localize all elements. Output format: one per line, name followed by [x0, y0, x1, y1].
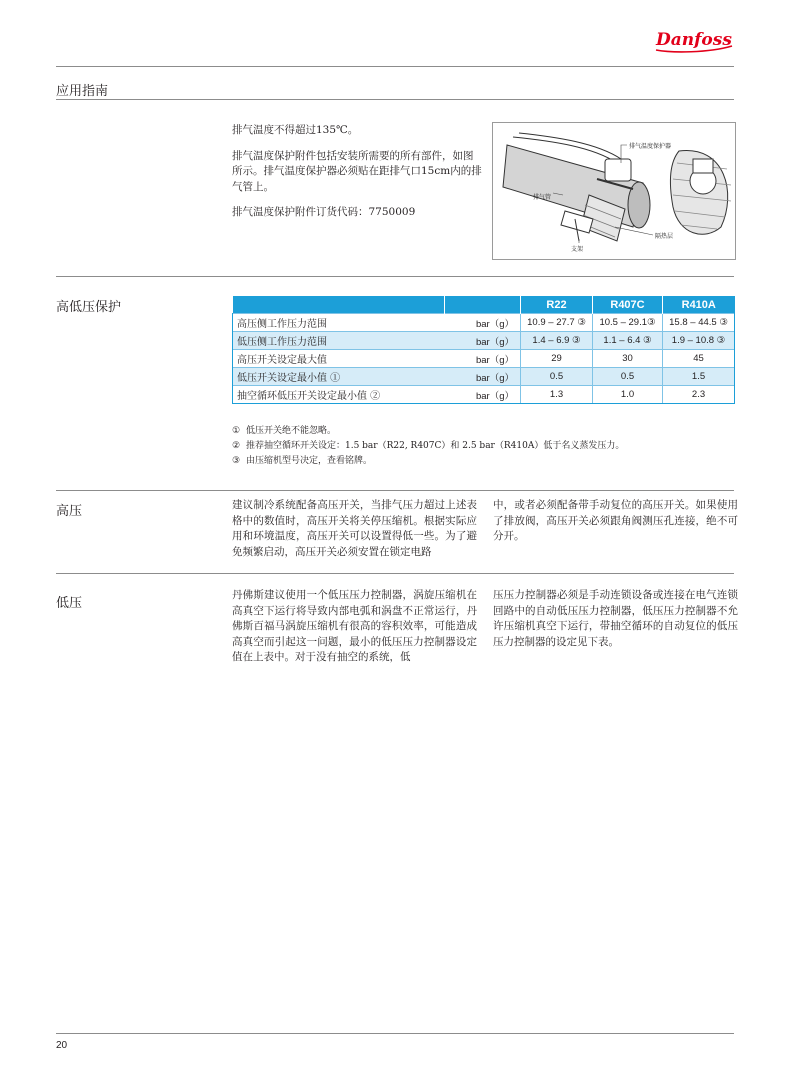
high-pressure-title: 高压: [56, 503, 83, 518]
table-row: [233, 332, 735, 350]
page-section-title: 应用指南: [56, 83, 109, 98]
section-rule: [56, 573, 734, 574]
high-pressure-text-col2: 中，或者必须配备带手动复位的高压开关。如果使用了排放阀，高压开关必须跟角阀测压孔连接，绝不可分开。: [493, 499, 738, 542]
section-rule: [56, 99, 734, 100]
table-row: [233, 350, 735, 368]
cell-value: 1.4 – 6.9 ③: [521, 332, 593, 350]
low-pressure-title: 低压: [56, 595, 83, 610]
exhaust-paragraph: 排气温度保护附件包括安装所需要的所有部件，如图所示。排气温度保护器必须贴在距排气口15cm内的排气管上。: [232, 149, 482, 193]
low-pressure-text-col1: 丹佛斯建议使用一个低压压力控制器，涡旋压缩机在高真空下运行将导致内部电弧和涡盘不正常运行，丹佛斯百福马涡旋压缩机有很高的容积效率，可能造成高真空而引起这一问题，最小的低压压力控制器设定值在上表中。对于没有抽空的系统，低: [232, 589, 477, 663]
cell-value: 0.5: [521, 368, 593, 386]
header-empty: [445, 296, 521, 314]
row-unit: bar（g）: [445, 386, 521, 404]
row-label: 高压侧工作压力范围: [233, 314, 445, 332]
label-pipe: 排气管: [533, 194, 552, 201]
row-label: 低压开关设定最小值 ①: [233, 368, 445, 386]
column-header: R407C: [593, 296, 663, 314]
footnote-text: 推荐抽空循环开关设定：1.5 bar（R22, R407C）和 2.5 bar（R410A）低于名义蒸发压力。: [246, 441, 625, 451]
brand-name: Danfoss: [656, 30, 732, 50]
table-row: [233, 314, 735, 332]
column-header: R410A: [663, 296, 735, 314]
table-footnotes: [232, 424, 624, 469]
cell-value: 2.3: [663, 386, 735, 404]
cell-value: 1.3: [521, 386, 593, 404]
cell-value: 10.5 – 29.1③: [593, 314, 663, 332]
footnote-text: 低压开关绝不能忽略。: [246, 426, 337, 436]
label-insulation: 隔热层: [655, 233, 674, 240]
footnote-mark: ③: [232, 456, 241, 466]
label-protector: 排气温度保护器: [629, 143, 672, 150]
footnote-text: 由压缩机型号决定，查看铭牌。: [246, 456, 373, 466]
cell-value: 1.5: [663, 368, 735, 386]
danfoss-logo: [652, 26, 736, 54]
cell-value: 0.5: [593, 368, 663, 386]
exhaust-text: [232, 123, 482, 231]
footnote: [232, 454, 624, 469]
row-unit: bar（g）: [445, 314, 521, 332]
column-header: R22: [521, 296, 593, 314]
cell-value: 10.9 – 27.7 ③: [521, 314, 593, 332]
footer-rule: [56, 1033, 734, 1034]
footnote-mark: ②: [232, 441, 241, 451]
hl-protection-title: 高低压保护: [56, 299, 122, 314]
exhaust-paragraph: 排气温度保护附件订货代码：7750009: [232, 206, 416, 218]
table-header-row: [233, 296, 735, 314]
row-unit: bar（g）: [445, 368, 521, 386]
section-rule: [56, 490, 734, 491]
cell-value: 1.1 – 6.4 ③: [593, 332, 663, 350]
row-unit: bar（g）: [445, 350, 521, 368]
header-empty: [233, 296, 445, 314]
section-rule: [56, 276, 734, 277]
row-label: 低压侧工作压力范围: [233, 332, 445, 350]
row-label: 抽空循环低压开关设定最小值 ②: [233, 386, 445, 404]
cell-value: 45: [663, 350, 735, 368]
low-pressure-text-col2: 压压力控制器必须是手动连锁设备或连接在电气连锁回路中的自动低压压力控制器，低压压力控制器不允许压缩机真空下运行，带抽空循环的自动复位的低压压力控制器的设定见下表。: [493, 589, 738, 648]
cell-value: 29: [521, 350, 593, 368]
table-row: [233, 368, 735, 386]
pressure-table: [232, 296, 735, 404]
cell-value: 15.8 – 44.5 ③: [663, 314, 735, 332]
protector-figure: [492, 122, 736, 260]
exhaust-paragraph: 排气温度不得超过135℃。: [232, 124, 359, 136]
high-pressure-text-col1: 建议制冷系统配备高压开关，当排气压力超过上述表格中的数值时，高压开关将关停压缩机。根据实际应用和环境温度，高压开关可以设置得低一些。为了避免频繁启动，高压开关必须安置在锁定电路: [232, 499, 477, 558]
cell-value: 1.9 – 10.8 ③: [663, 332, 735, 350]
protector-illustration: [493, 123, 735, 259]
footnote: [232, 424, 624, 439]
cell-value: 1.0: [593, 386, 663, 404]
table-row: [233, 386, 735, 404]
row-label: 高压开关设定最大值: [233, 350, 445, 368]
footnote-mark: ①: [232, 426, 241, 436]
footnote: [232, 439, 624, 454]
top-rule: [56, 66, 734, 67]
page-number: 20: [56, 1040, 68, 1051]
cell-value: 30: [593, 350, 663, 368]
label-bracket: 支架: [571, 246, 584, 253]
row-unit: bar（g）: [445, 332, 521, 350]
